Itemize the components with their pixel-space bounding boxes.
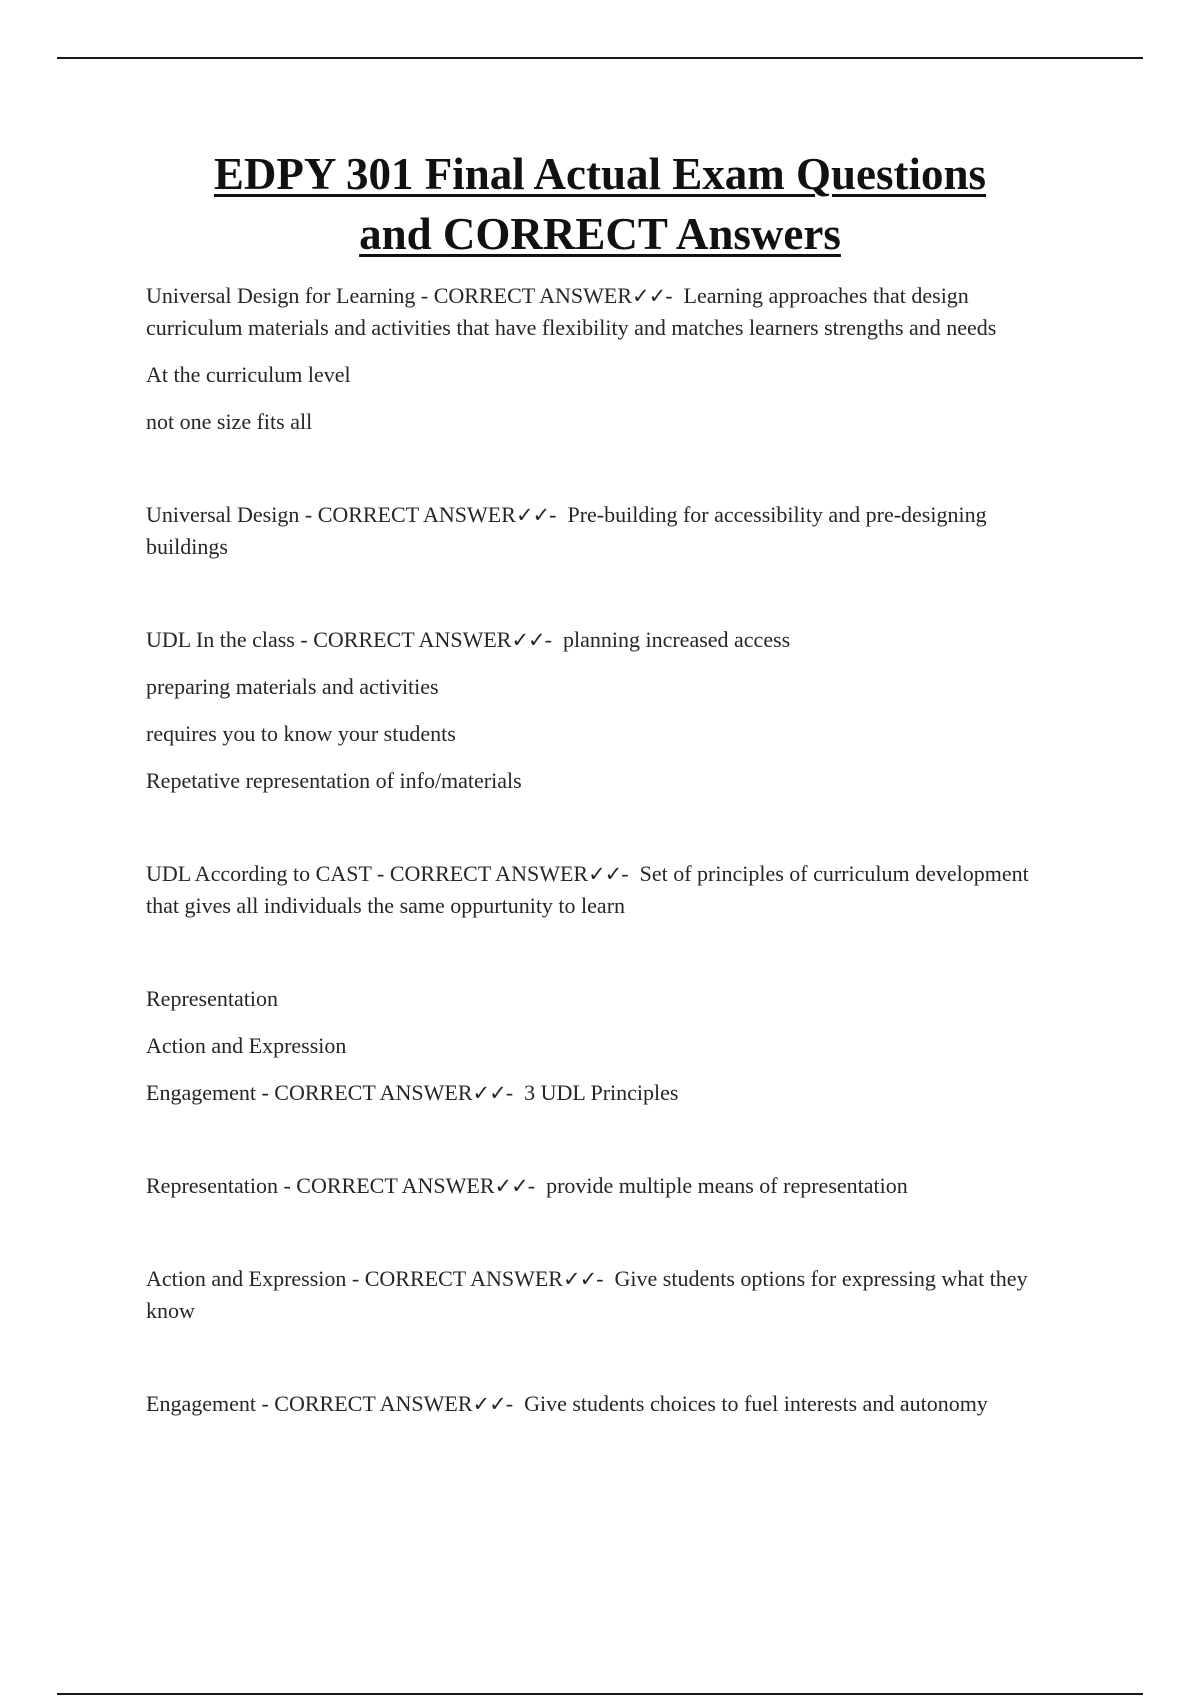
document-body (146, 280, 1066, 1435)
answer-label: CORRECT ANSWER (364, 1266, 563, 1291)
answer-label: CORRECT ANSWER (274, 1080, 473, 1105)
document-title (60, 144, 1140, 264)
title-line-2: and CORRECT Answers (359, 209, 841, 259)
qa-term: Representation (146, 1173, 278, 1198)
qa-extra-line: At the curriculum level (146, 362, 351, 387)
qa-line: Universal Design for Learning - CORRECT ANSWER✓✓- Learning approaches that design curriculum materials and activities that have flexibility and matches learners strengths and needs (146, 283, 997, 340)
answer-label: CORRECT ANSWER (274, 1391, 473, 1416)
qa-pre-line: Representation (146, 986, 278, 1011)
qa-line: UDL According to CAST - CORRECT ANSWER✓✓- Set of principles of curriculum development that gives all individuals the same oppurtunity to learn (146, 861, 1029, 918)
qa-pre-line: Action and Expression (146, 1033, 347, 1058)
qa-line: UDL In the class - CORRECT ANSWER✓✓- planning increased access (146, 627, 791, 652)
qa-term: Universal Design for Learning (146, 283, 416, 308)
qa-answer: planning increased access (562, 627, 791, 652)
qa-line: Universal Design - CORRECT ANSWER✓✓- Pre-building for accessibility and pre-designing buildings (146, 502, 987, 559)
qa-entry (146, 858, 1066, 922)
answer-label: CORRECT ANSWER (389, 861, 589, 886)
qa-term: UDL According to CAST (146, 861, 372, 886)
bottom-rule (57, 1693, 1143, 1695)
checkmark-icon: ✓✓ (511, 628, 545, 652)
qa-term: Universal Design (146, 502, 300, 527)
qa-entry (146, 280, 1066, 438)
qa-line: Engagement - CORRECT ANSWER✓✓- Give students choices to fuel interests and autonomy (146, 1391, 988, 1416)
top-rule (57, 57, 1143, 59)
qa-term: Engagement (146, 1080, 256, 1105)
qa-extra-line: preparing materials and activities (146, 674, 439, 699)
checkmark-icon: ✓✓ (562, 1267, 597, 1291)
qa-entry (146, 1263, 1066, 1327)
qa-term: Action and Expression (146, 1266, 347, 1291)
qa-extra-line: not one size fits all (146, 409, 313, 434)
title-line-1: EDPY 301 Final Actual Exam Questions (213, 149, 987, 199)
qa-entry (146, 1170, 1066, 1202)
qa-entry (146, 983, 1066, 1109)
checkmark-icon: ✓✓ (472, 1081, 506, 1105)
answer-label: CORRECT ANSWER (296, 1173, 495, 1198)
qa-answer: Give students options for expressing what they know (146, 1266, 1028, 1323)
qa-extra-line: requires you to know your students (146, 721, 456, 746)
checkmark-icon: ✓✓ (472, 1392, 506, 1416)
answer-label: CORRECT ANSWER (433, 283, 632, 308)
qa-line: Representation - CORRECT ANSWER✓✓- provide multiple means of representation (146, 1173, 908, 1198)
qa-line: Engagement - CORRECT ANSWER✓✓- 3 UDL Principles (146, 1080, 679, 1105)
qa-answer: Set of principles of curriculum development that gives all individuals the same oppurtunity to learn (146, 861, 1029, 918)
qa-answer: Give students choices to fuel interests and autonomy (524, 1391, 988, 1416)
answer-label: CORRECT ANSWER (317, 502, 516, 527)
qa-answer: Pre-building for accessibility and pre-designing buildings (146, 502, 987, 559)
qa-answer: provide multiple means of representation (546, 1173, 908, 1198)
answer-label: CORRECT ANSWER (313, 627, 512, 652)
qa-entry (146, 499, 1066, 563)
checkmark-icon: ✓✓ (632, 284, 666, 308)
qa-entry (146, 1388, 1066, 1420)
qa-term: Engagement (146, 1391, 256, 1416)
checkmark-icon: ✓✓ (494, 1174, 528, 1198)
checkmark-icon: ✓✓ (588, 862, 622, 886)
qa-answer: 3 UDL Principles (524, 1080, 679, 1105)
qa-entry (146, 624, 1066, 797)
checkmark-icon: ✓✓ (515, 503, 550, 527)
qa-extra-line: Repetative representation of info/materials (146, 768, 522, 793)
qa-answer: Learning approaches that design curriculum materials and activities that have flexibility and matches learners strengths and needs (146, 283, 997, 340)
qa-line: Action and Expression - CORRECT ANSWER✓✓- Give students options for expressing what they know (146, 1266, 1028, 1323)
qa-term: UDL In the class (146, 627, 295, 652)
